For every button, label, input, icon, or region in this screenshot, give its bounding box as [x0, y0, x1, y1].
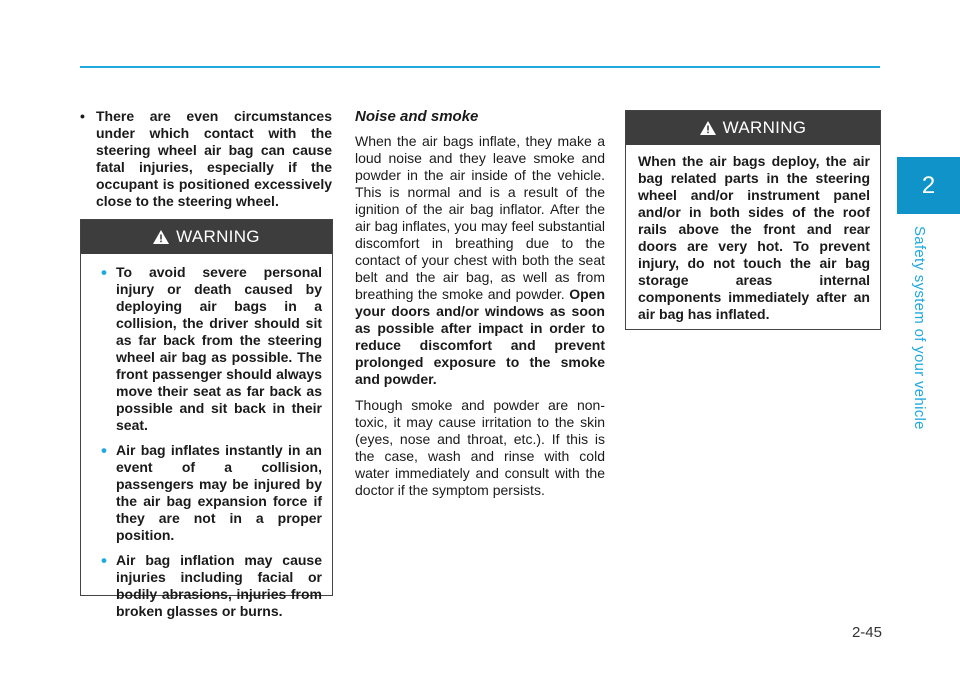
- noise-paragraph-text: When the air bags inflate, they make a loud noise and they leave smoke and powder in the air inside of the vehicle. This is normal and is a result of the ignition of the air bag inflator. After the air bag inflates, you may feel substantial discomfort in breathing due to the contact of your chest with both the seat belt and the air bag, as well as from breathing the smoke and powder.: [355, 133, 605, 302]
- section-heading: Noise and smoke: [355, 108, 479, 125]
- intro-bullet: [80, 108, 332, 210]
- warning-title: WARNING: [176, 227, 260, 246]
- header-rule: [80, 66, 880, 68]
- intro-bullet-text: There are even circumstances under which contact with the steering wheel air bag can cause fatal injuries, especially if the occupant is positioned excessively close to the steering wheel.: [96, 108, 332, 209]
- warning-item-text: Air bag inflation may cause injuries including facial or bodily abrasions, injuries from broken glasses or burns.: [116, 552, 322, 619]
- warning-item: [101, 552, 322, 620]
- chapter-title: Safety system of your vehicle: [911, 226, 928, 430]
- warning-header: [81, 220, 332, 254]
- warning-list: [81, 254, 332, 620]
- warning-title: WARNING: [722, 118, 807, 137]
- warning-triangle-icon: [700, 121, 716, 135]
- chapter-number: 2: [921, 171, 936, 199]
- noise-paragraph-bold: Open your doors and/or windows as soon as possible after impact in order to reduce discomfort and prevent prolonged exposure to the smoke and powder.: [355, 286, 605, 387]
- bullet-dot-icon: •: [101, 551, 107, 570]
- warning-box-left: [80, 219, 333, 619]
- warning-item-text: Air bag inflates instantly in an event of a collision, passengers may be injured by the air bag expansion force if they are not in a proper position.: [116, 442, 322, 543]
- middle-column: [355, 108, 605, 508]
- bullet-dot-icon: •: [101, 441, 107, 460]
- warning-header: [626, 111, 880, 145]
- chapter-tab: [897, 157, 960, 214]
- warning-box-right: [625, 110, 881, 330]
- warning-item: [101, 264, 322, 434]
- warning-item: [101, 442, 322, 544]
- warning-item-text: To avoid severe personal injury or death caused by deploying air bags in a collision, the driver should sit as far back from the steering wheel air bag as possible. The front passenger should always move their seat as far back as possible and sit back in their seat.: [116, 264, 322, 433]
- smoke-paragraph: Though smoke and powder are non-toxic, it may cause irritation to the skin (eyes, nose and throat, etc.). If this is the case, wash and rinse with cold water immediately and consult with the doctor if the symptom persists.: [355, 397, 605, 498]
- noise-paragraph: [355, 133, 605, 388]
- bullet-dot-icon: •: [80, 108, 85, 124]
- warning-triangle-icon: [153, 230, 169, 244]
- bullet-dot-icon: •: [101, 263, 107, 282]
- warning-text: When the air bags deploy, the air bag related parts in the steering wheel and/or instrument panel and/or in both sides of the roof rails above the front and rear doors are very hot. To prevent injury, do not touch the air bag storage areas internal components immediately after an air bag has inflated.: [638, 153, 870, 322]
- page-number: 2-45: [851, 624, 882, 641]
